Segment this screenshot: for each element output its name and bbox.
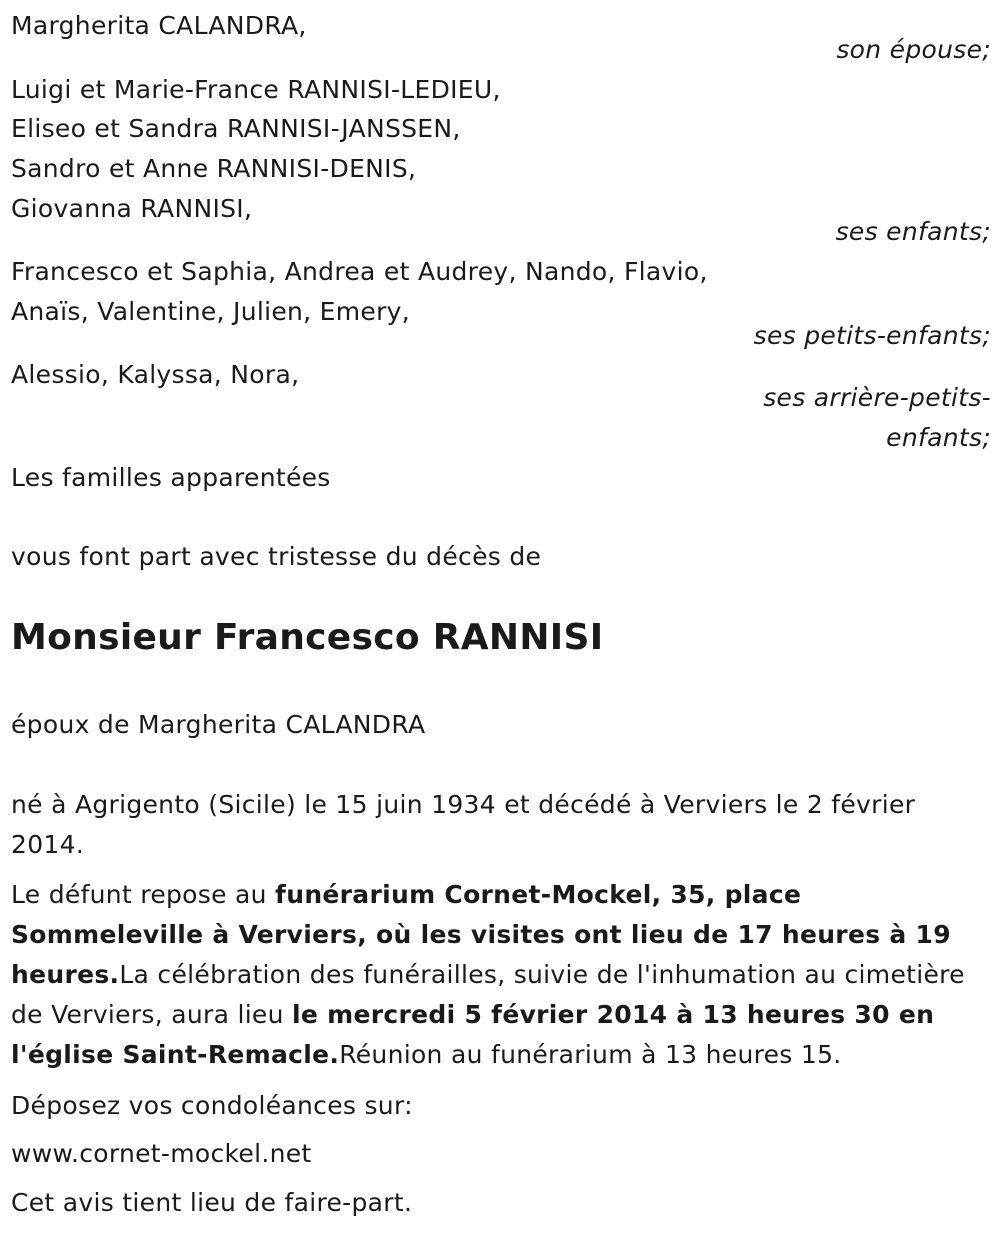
funeral-location-bold: funérarium Cornet-Mockel, 35, place Sommeleville à Verviers, où les visites ont lieu de 17 heures à 19 heures.	[11, 880, 951, 989]
funeral-text-end: Réunion au funérarium à 13 heures 15.	[339, 1040, 842, 1069]
child-line: Sandro et Anne RANNISI-DENIS,	[11, 154, 417, 183]
funeral-text-middle: La célébration des funérailles, suivie de l'inhumation au cimetière de Verviers, aura lieu	[11, 960, 965, 1029]
great-grandchildren-role-line2: enfants;	[886, 423, 991, 452]
website-link-wrapper	[11, 1134, 312, 1174]
spouse-name: Margherita CALANDRA,	[11, 11, 307, 40]
website-link[interactable]: www.cornet-mockel.net	[11, 1139, 312, 1168]
funeral-text-intro: Le défunt repose au	[11, 880, 276, 909]
grandchildren-line: Francesco et Saphia, Andrea et Audrey, Nando, Flavio,	[11, 257, 708, 286]
birth-death-line2: 2014.	[11, 830, 85, 859]
great-grandchildren-role-line1: ses arrière-petits-	[763, 383, 991, 412]
child-line: Luigi et Marie-France RANNISI-LEDIEU,	[11, 75, 501, 104]
funeral-paragraph	[11, 875, 996, 1075]
deceased-name: Monsieur Francesco RANNISI	[11, 617, 604, 658]
grandchildren-role: ses petits-enfants;	[753, 321, 991, 350]
related-families: Les familles apparentées	[11, 463, 331, 492]
spouse-role: son épouse;	[836, 35, 991, 64]
child-line: Eliseo et Sandra RANNISI-JANSSEN,	[11, 114, 461, 143]
funeral-date-bold: le mercredi 5 février 2014 à 13 heures 30 en l'église Saint-Remacle.	[11, 1000, 935, 1069]
children-role: ses enfants;	[835, 217, 991, 246]
grandchildren-line: Anaïs, Valentine, Julien, Emery,	[11, 297, 411, 326]
great-grandchildren-line: Alessio, Kalyssa, Nora,	[11, 360, 300, 389]
condolences-label: Déposez vos condoléances sur:	[11, 1091, 413, 1120]
notice-text: Cet avis tient lieu de faire-part.	[11, 1188, 413, 1217]
birth-death-line1: né à Agrigento (Sicile) le 15 juin 1934 et décédé à Verviers le 2 février	[11, 790, 916, 819]
announcement-intro: vous font part avec tristesse du décès de	[11, 542, 542, 571]
spouse-of: époux de Margherita CALANDRA	[11, 710, 426, 739]
child-line: Giovanna RANNISI,	[11, 194, 253, 223]
